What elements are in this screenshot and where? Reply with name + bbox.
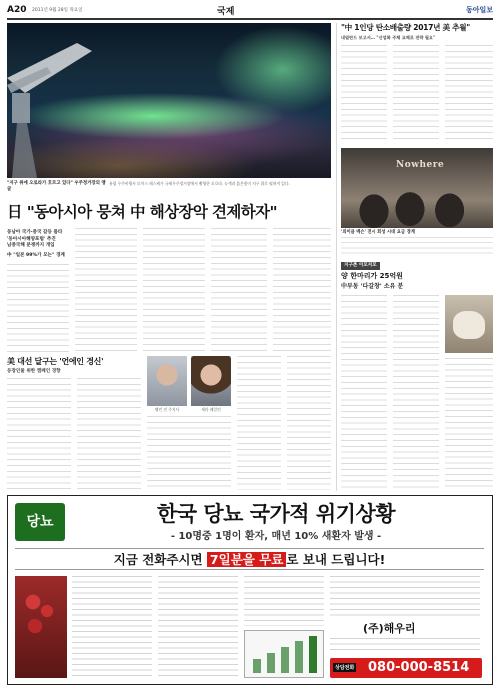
subhead-2: '동아시아해양포럼' 추진 — [7, 236, 56, 242]
ad-graph-bar — [295, 641, 303, 673]
small-story-tag: 지구촌 이모저모 — [341, 262, 380, 270]
ad-berries — [21, 584, 61, 644]
ad-graph — [244, 630, 324, 678]
china-story — [341, 23, 493, 143]
paper-name: 동아일보 — [465, 6, 493, 14]
right-photo-caption-body — [341, 237, 493, 257]
main-body-col2 — [75, 228, 137, 353]
subhead-1: 동남아 국가·중국 갈등 틈타 — [7, 230, 63, 235]
section-title: 국제 — [217, 7, 235, 17]
aurora-photo — [7, 23, 331, 178]
aurora-caption-body: 유럽 우주비행사 토마스 페스케가 국제우주정거장에서 촬영한 오로라. 녹색과 붉은빛이 지구 위로 펼쳐져 있다. — [109, 181, 290, 186]
small-story-headline-1: 양 한마리가 25억원 — [341, 272, 403, 280]
ad-graph-bar — [267, 653, 275, 673]
ad-cta-suffix: 로 보내 드립니다! — [286, 552, 386, 567]
ad-cta-prefix: 지금 전화주시면 — [113, 552, 207, 567]
aurora-caption — [7, 180, 331, 198]
space-station-arm — [7, 23, 331, 178]
portrait-1-caption: 팰린 전 주지사 — [154, 407, 180, 412]
main-body-col4 — [211, 228, 267, 353]
aurora-caption-title: "지구 위에 오로라가 흐르고 있다" 우주정거장의 앵글 — [7, 181, 106, 192]
portrait-2-caption: 세라 페일린 — [201, 407, 221, 412]
column-divider — [336, 23, 337, 491]
china-body-col2 — [393, 45, 439, 143]
sheep-photo — [445, 295, 493, 353]
main-body-col1 — [7, 264, 69, 353]
ad-phone-label: 상담전화 — [335, 665, 355, 671]
ad-cta-highlight: 7일분을 무료 — [207, 552, 286, 567]
us-story — [7, 356, 331, 491]
ad-brand: (주)해우리 — [363, 622, 416, 635]
us-story-subhead: 등장인물 위한 캠페인 경향 — [7, 369, 61, 374]
ad-body-col4 — [330, 576, 480, 618]
right-photo-people — [356, 186, 476, 228]
ad-headline: 한국 당뇨 국가적 위기상황 — [156, 502, 396, 526]
ad-graph-bar — [309, 636, 317, 673]
portrait-2 — [191, 356, 231, 406]
ad-logo: 당뇨 — [15, 503, 65, 541]
main-story-body — [7, 228, 331, 353]
us-body-col1 — [7, 378, 71, 490]
ad-body-col2 — [158, 576, 238, 678]
ad-subheadline: - 10명중 1명이 환자, 매년 10% 새환자 발생 - — [170, 531, 382, 542]
ad-body-col1 — [72, 576, 152, 678]
us-story-headline: 美 대선 달구는 '언에인 경신' — [7, 357, 104, 366]
ad-frame — [7, 495, 493, 685]
small-story — [341, 262, 493, 491]
ad-product-photo — [15, 576, 67, 678]
china-story-subhead: 네덜란드 보고서… "산업화 주체 교체로 전략 필요" — [341, 35, 436, 40]
us-body-col2 — [77, 378, 141, 490]
issue-date: 2011년 9월 28일 목요일 — [32, 8, 83, 13]
main-story-subheads — [7, 230, 73, 259]
page-number: A20 — [7, 5, 27, 15]
china-body-col1 — [341, 45, 387, 143]
china-body-col3 — [445, 45, 493, 143]
masthead-rule — [7, 18, 493, 20]
us-body-col4 — [237, 356, 281, 490]
main-body-col3 — [143, 228, 205, 353]
ad-graph-svg — [245, 631, 323, 677]
us-body-col3 — [147, 416, 231, 490]
subhead-4: 中 "일본 99%가 모는" 경계 — [7, 252, 65, 258]
ad-phone-number: 080-000-8514 — [368, 660, 470, 675]
small-story-body-col1 — [341, 295, 387, 491]
ad-graph-bar — [281, 647, 289, 673]
small-story-headline-2: 中부동 '다갈창' 소유 분 — [341, 283, 404, 290]
china-story-headline: "中 1인당 탄소배출량 2017년 美 추월" — [341, 23, 470, 32]
ad-body-col3 — [244, 576, 324, 626]
right-photo-overlay-text: Nowhere — [396, 160, 445, 170]
ad-cta-bar — [15, 548, 484, 570]
main-headline: 日 "동아시아 뭉쳐 中 해상장악 견제하자" — [7, 203, 277, 221]
main-body-col5 — [273, 228, 331, 353]
small-story-body-col3 — [445, 358, 493, 491]
ad-phone-bar — [330, 658, 482, 678]
masthead — [7, 4, 493, 17]
right-photo-caption: '외이큼 멕슨' 전시 회성 시대 요금 경계 — [341, 230, 415, 235]
right-photo — [341, 148, 493, 228]
ad-graph-bar — [253, 659, 261, 673]
small-story-body-col2 — [393, 295, 439, 491]
ad-contact-lines — [330, 638, 480, 654]
sheep-figure — [453, 311, 485, 339]
portrait-1 — [147, 356, 187, 406]
subhead-3: 남중국해 분쟁까지 개입 — [7, 243, 55, 248]
us-body-col5 — [287, 356, 331, 490]
